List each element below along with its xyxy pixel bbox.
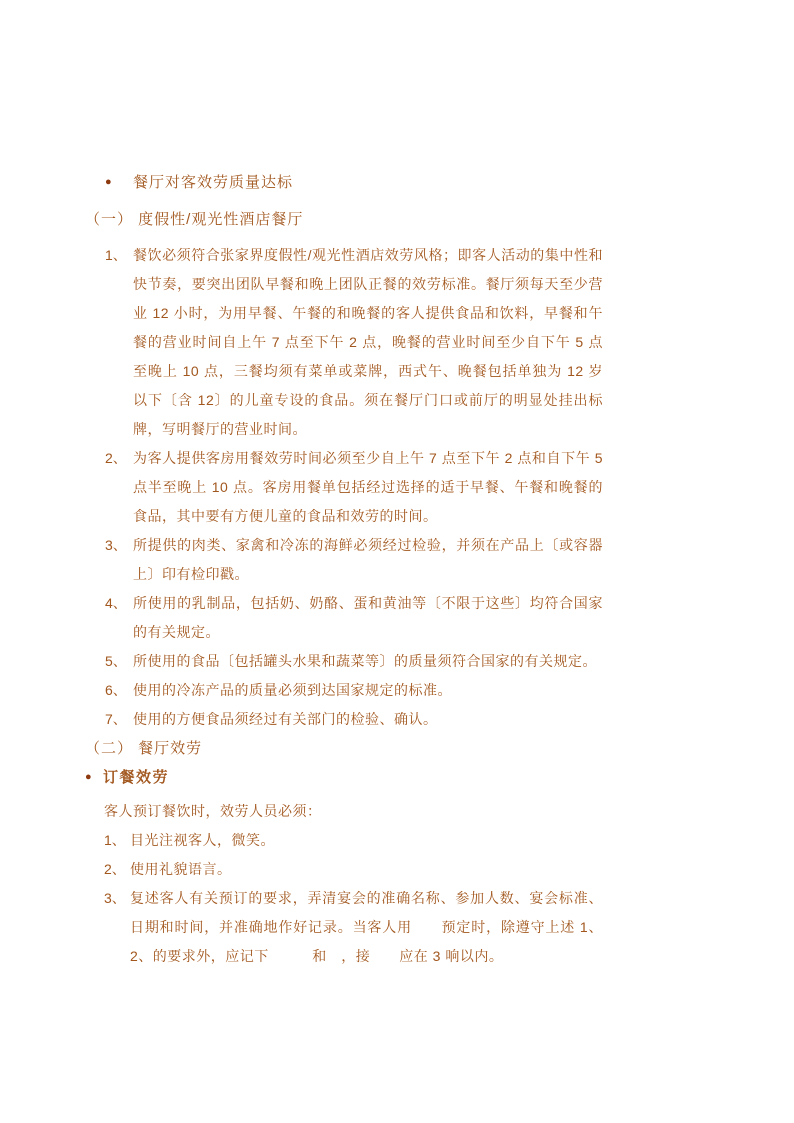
list-item: [0, 531, 794, 589]
list-item: [0, 647, 794, 676]
bullet-icon: ●: [105, 176, 113, 188]
item-number: 5、: [105, 653, 127, 669]
item-number: 1、: [104, 832, 126, 848]
item-text: 使用的冷冻产品的质量必须到达国家规定的标准。: [133, 682, 452, 698]
bullet-heading-label: 餐厅对客效劳质量达标: [133, 174, 294, 191]
item-text: 目光注视客人，微笑。: [130, 832, 275, 848]
item-number: 3、: [105, 537, 127, 553]
list-item: [0, 241, 794, 444]
bullet-heading-service-quality: [0, 168, 794, 197]
item-text: 使用的方便食品须经过有关部门的检验、确认。: [133, 711, 438, 727]
item-text: 所提供的肉类、家禽和冷冻的海鲜必须经过检验，并须在产品上〔或容器上〕印有检印戳。: [133, 537, 603, 582]
item-text: 为客人提供客房用餐效劳时间必须至少自上午 7 点至下午 2 点和自下午 5 点半至晚上 10 点。客房用餐单包括经过选择的适于早餐、午餐和晚餐的食品，其中要有方便儿童的食品和效劳的时间。: [133, 450, 603, 524]
bullet-icon: ●: [85, 771, 94, 783]
item-text: 使用礼貌语言。: [130, 861, 232, 877]
item-number: 7、: [105, 711, 127, 727]
item-text: 所使用的乳制品，包括奶、奶酪、蛋和黄油等〔不限于这些〕均符合国家的有关规定。: [133, 595, 603, 640]
bullet-heading-label: 订餐效劳: [103, 769, 170, 786]
list-item: [0, 826, 794, 855]
section-2-intro: 客人预订餐饮时，效劳人员必须：: [104, 803, 322, 819]
list-item: [0, 855, 794, 884]
item-number: 6、: [105, 682, 127, 698]
document-content: [0, 168, 794, 971]
list-item: [0, 705, 794, 734]
item-text: 复述客人有关预订的要求，弄清宴会的准确名称、参加人数、宴会标准、日期和时间，并准确地作好记录。当客人用 预定时，除遵守上述 1、2、的要求外，应记下 和 ，接 应在 3 响以内。: [130, 890, 603, 964]
list-item: [0, 676, 794, 705]
item-number: 2、: [105, 450, 127, 466]
item-text: 餐饮必须符合张家界度假性/观光性酒店效劳风格；即客人活动的集中性和快节奏，要突出团队早餐和晚上团队正餐的效劳标准。餐厅须每天至少营业 12 小时，为用早餐、午餐的和晚餐的客人提供食品和饮料，早餐和午餐的营业时间自上午 7 点至下午 2 点，晚餐的营业时间至少自下午 5 点至晚上 10 点，三餐均须有菜单或菜牌，西式午、晚餐包括单独为 12 岁以下〔含 12〕的儿童专设的食品。须在餐厅门口或前厅的明显处挂出标牌，写明餐厅的营业时间。: [133, 247, 603, 437]
section-2-heading: （二） 餐厅效劳: [85, 740, 203, 757]
item-number: 4、: [105, 595, 127, 611]
section-1-heading: （一） 度假性/观光性酒店餐厅: [85, 211, 304, 228]
item-number: 1、: [105, 247, 127, 263]
list-item: [0, 884, 794, 971]
bullet-heading-booking-service: [0, 763, 794, 792]
list-item: [0, 589, 794, 647]
list-item: [0, 444, 794, 531]
item-number: 2、: [104, 861, 126, 877]
item-number: 3、: [104, 890, 126, 906]
item-text: 所使用的食品〔包括罐头水果和蔬菜等〕的质量须符合国家的有关规定。: [133, 653, 597, 669]
